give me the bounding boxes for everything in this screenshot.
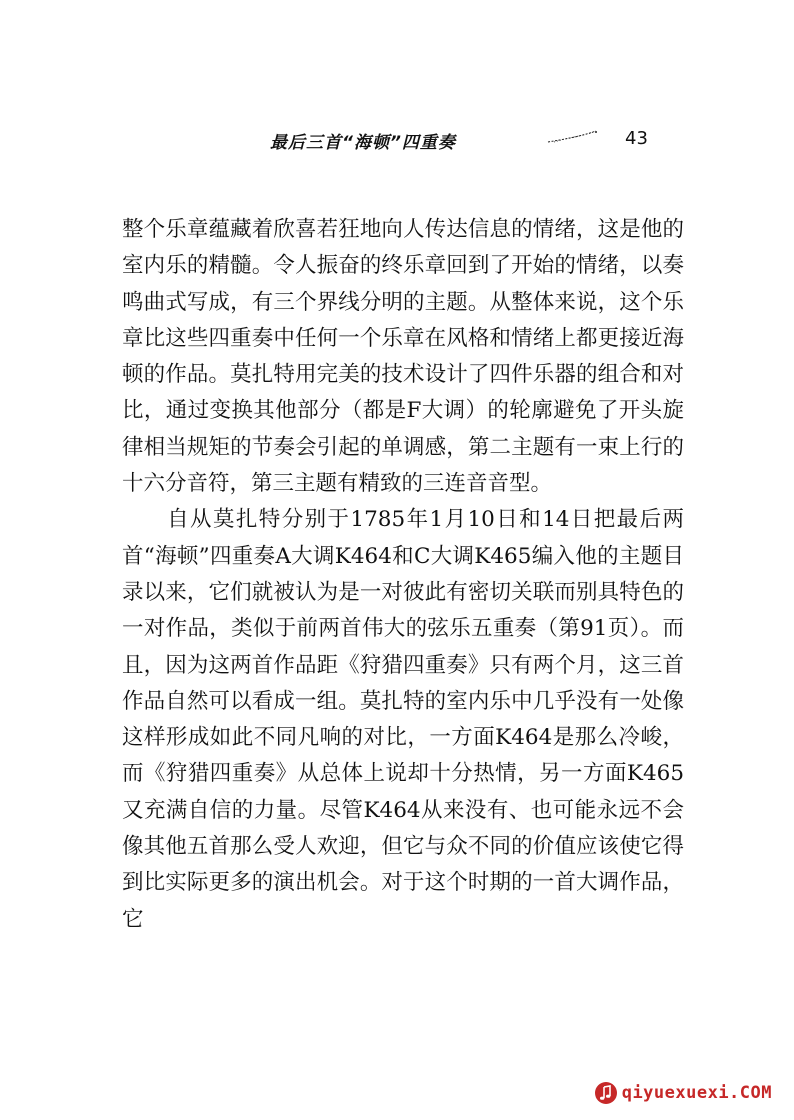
running-header <box>270 128 670 156</box>
watermark-text: qiyuexuexi.COM <box>621 1083 772 1103</box>
paragraph: 自从莫扎特分别于1785年1月10日和14日把最后两首“海顿”四重奏A大调K464和C大调K465编入他的主题目录以来，它们就被认为是一对彼此有密切关联而别具特色的一对作品，类似于前两首伟大的弦乐五重奏（第91页）。而且，因为这两首作品距《狩猎四重奏》只有两个月，这三首作品自然可以看成一组。莫扎特的室内乐中几乎没有一处像这样形成如此不同凡响的对比，一方面K464是那么冷峻，而《狩猎四重奏》从总体上说却十分热情，另一方面K465又充满自信的力量。尽管K464从来没有、也可能永远不会像其他五首那么受人欢迎，但它与众不同的价值应该使它得到比实际更多的演出机会。对于这个时期的一首大调作品，它 <box>122 507 684 932</box>
page-number: 43 <box>625 128 648 149</box>
flourish-ornament-icon <box>546 130 598 144</box>
site-watermark <box>594 1078 772 1108</box>
paragraph: 整个乐章蕴藏着欣喜若狂地向人传达信息的情绪，这是他的室内乐的精髓。令人振奋的终乐章回到了开始的情绪，以奏鸣曲式写成，有三个界线分明的主题。从整体来说，这个乐章比这些四重奏中任何一个乐章在风格和情绪上都更接近海顿的作品。莫扎特用完美的技术设计了四件乐器的组合和对比，通过变换其他部分（都是F大调）的轮廓避免了开头旋律相当规矩的节奏会引起的单调感，第二主题有一束上行的十六分音符，第三主题有精致的三连音音型。 <box>122 217 684 497</box>
body-text <box>122 212 684 938</box>
music-note-icon <box>594 1081 618 1105</box>
running-header-title: 最后三首“海顿”四重奏 <box>270 133 456 153</box>
